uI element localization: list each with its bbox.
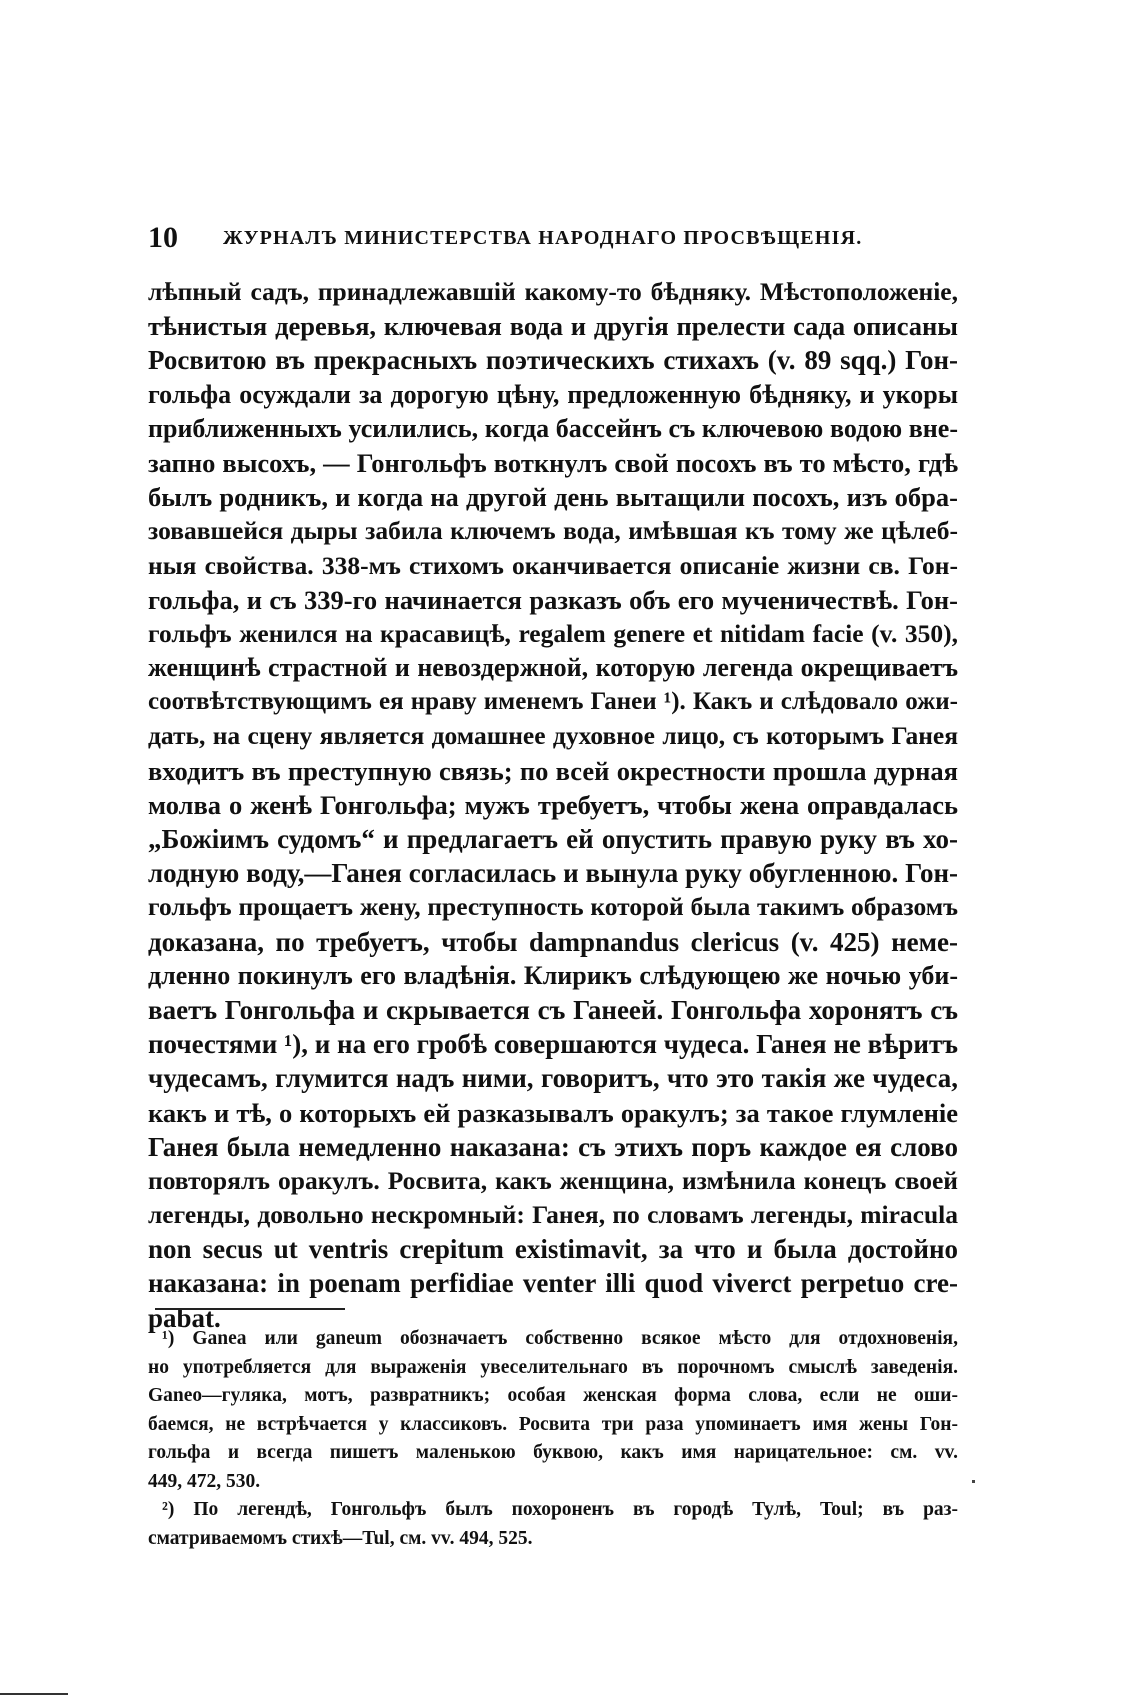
text-line: молва о женѣ Гонгольфа; мужъ требуетъ, чтобы жена оправдалась bbox=[148, 789, 958, 820]
text-line: почестями ¹), и на его гробѣ совершаются чудеса. Ганея не вѣритъ bbox=[148, 1029, 958, 1060]
text-line: ваетъ Гонгольфа и скрывается съ Ганеей. Гонгольфа хоронятъ съ bbox=[148, 994, 958, 1025]
text-line: былъ родникъ, и когда на другой день вытащили посохъ, изъ обра- bbox=[148, 482, 958, 513]
text-line: доказана, по требуетъ, чтобы dampnandus clericus (v. 425) неме- bbox=[148, 926, 958, 957]
text-line: запно высохъ, — Гонгольфъ воткнулъ свой посохъ въ то мѣсто, гдѣ bbox=[148, 447, 958, 478]
text-line: гольфъ женился на красавицѣ, regalem genere et nitidam facie (v. 350), bbox=[148, 618, 958, 648]
text-line: гольфъ прощаетъ жену, преступность которой была такимъ образомъ bbox=[148, 892, 958, 922]
text-line: лодную воду,—Ганея согласилась и вынула руку обугленною. Гон- bbox=[148, 858, 958, 889]
text-line: чудесамъ, глумится надъ ними, говоритъ, что это такія же чудеса, bbox=[148, 1063, 958, 1094]
running-head: ЖУРНАЛЪ МИНИСТЕРСТВА НАРОДНАГО ПРОСВѢЩЕНІЯ. bbox=[223, 227, 863, 249]
text-line: non secus ut ventris crepitum existimavit, за что и была достойно bbox=[148, 1234, 958, 1265]
footnote-divider bbox=[155, 1308, 345, 1310]
page-header bbox=[148, 218, 958, 258]
footnote-line: но употребляется для выраженія увеселительнаго въ порочномъ смыслѣ заведенія. bbox=[148, 1356, 958, 1378]
footnote-line: гольфа и всегда пишетъ маленькою буквою, какъ имя нарицательное: см. vv. bbox=[148, 1442, 958, 1463]
text-line: лѣпный садъ, принадлежавшій какому-то бѣдняку. Мѣстоположеніе, bbox=[148, 277, 958, 306]
footnote-line: баемся, не встрѣчается у классиковъ. Росвита три раза упоминаетъ имя жены Гон- bbox=[148, 1413, 958, 1435]
text-line: входитъ въ преступную связь; по всей окрестности прошла дурная bbox=[148, 755, 958, 786]
text-line: „Божіимъ судомъ“ и предлагаетъ ей опустить правую руку въ хо- bbox=[148, 824, 958, 854]
body-text bbox=[148, 275, 958, 1335]
text-line: легенды, довольно нескромный: Ганея, по словамъ легенды, miracula bbox=[148, 1200, 958, 1230]
text-line: какъ и тѣ, о которыхъ ей разказывалъ оракулъ; за такое глумленіе bbox=[148, 1097, 958, 1128]
scan-edge-line bbox=[0, 1693, 68, 1695]
text-line: ныя свойства. 338-мъ стихомъ оканчивается описаніе жизни св. Гон- bbox=[148, 550, 958, 580]
text-line: гольфа, и съ 339-го начинается разказъ объ его мученичествѣ. Гон- bbox=[148, 584, 958, 615]
scan-speck bbox=[972, 1480, 975, 1483]
footnotes bbox=[148, 1325, 958, 1553]
footnote-line: ¹) Ganea или ganeum обозначаетъ собственно всякое мѣсто для отдохновенія, bbox=[162, 1328, 958, 1349]
text-line: гольфа осуждали за дорогую цѣну, предложенную бѣдняку, и укоры bbox=[148, 379, 958, 409]
page-number: 10 bbox=[148, 221, 178, 254]
text-line: Ганея была немедленно наказана: съ этихъ поръ каждое ея слово bbox=[148, 1131, 958, 1162]
text-line: соотвѣтствующимъ ея нраву именемъ Ганеи ¹). Какъ и слѣдовало ожи- bbox=[148, 688, 958, 716]
text-line: наказана: in poenam perfidiae venter illi quod viverct perpetuo cre- bbox=[148, 1268, 958, 1299]
footnote-line: Ganeo—гуляка, мотъ, развратникъ; особая женская форма слова, если не оши- bbox=[148, 1385, 958, 1406]
footnote-line: 449, 472, 530. bbox=[148, 1470, 261, 1492]
text-line: дленно покинулъ его владѣнія. Клирикъ слѣдующею же ночью уби- bbox=[148, 960, 958, 990]
text-line: повторялъ оракулъ. Росвита, какъ женщина, измѣнила конецъ своей bbox=[148, 1165, 958, 1195]
footnote-line: сматриваемомъ стихѣ—Tul, см. vv. 494, 525. bbox=[148, 1527, 533, 1549]
footnote-line: ²) По легендѣ, Гонгольфъ былъ похороненъ въ городѣ Тулѣ, Toul; въ раз- bbox=[162, 1499, 958, 1520]
text-line: тѣнистыя деревья, ключевая вода и другія прелести сада описаны bbox=[148, 311, 958, 342]
text-line: дать, на сцену является домашнее духовное лицо, съ которымъ Ганея bbox=[148, 721, 958, 751]
text-line: зовавшейся дыры забила ключемъ вода, имѣвшая къ тому же цѣлеб- bbox=[148, 516, 958, 546]
text-line: pabat. bbox=[148, 1302, 221, 1333]
text-line: женщинѣ страстной и невоздержной, которую легенда окрещиваетъ bbox=[148, 653, 958, 683]
text-line: приближенныхъ усилились, когда бассейнъ съ ключевою водою вне- bbox=[148, 413, 958, 443]
text-line: Росвитою въ прекрасныхъ поэтическихъ стихахъ (v. 89 sqq.) Гон- bbox=[148, 345, 958, 376]
